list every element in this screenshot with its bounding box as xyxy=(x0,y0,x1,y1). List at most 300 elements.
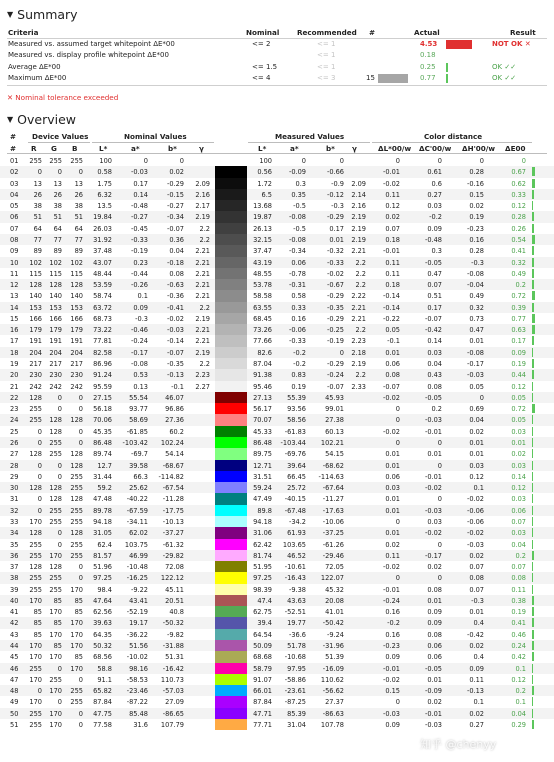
table-row xyxy=(0,414,554,425)
cell-dE: 0.09 xyxy=(511,348,526,357)
cell-ma: 25.72 xyxy=(287,484,306,493)
cell-ma: 0.58 xyxy=(291,292,306,301)
cell-num: 36 xyxy=(10,551,19,560)
color-swatch xyxy=(215,166,247,177)
color-swatch xyxy=(215,313,247,324)
color-swatch xyxy=(215,550,247,561)
cell-dE: 0.29 xyxy=(511,721,526,729)
cell-b: 27.36 xyxy=(165,416,184,425)
cell-dH: 0.15 xyxy=(469,190,484,199)
table-row xyxy=(0,290,554,301)
cell-num: 05 xyxy=(10,202,19,211)
cell-dL: -0.02 xyxy=(382,427,400,436)
cell-dE: 0.26 xyxy=(511,224,526,233)
cell-B: 242 xyxy=(70,382,83,391)
cell-num: 23 xyxy=(10,405,19,414)
cell-ma: 93.56 xyxy=(287,405,306,414)
cell-b: -10.13 xyxy=(162,517,184,526)
cell-mgamma: 2.2 xyxy=(355,269,366,278)
cell-mL: 58.79 xyxy=(253,664,272,673)
cell-L: 12.7 xyxy=(97,461,112,470)
cell-dL: 0 xyxy=(395,157,400,165)
delta-e-bar xyxy=(532,179,535,188)
cell-R: 85 xyxy=(33,608,42,617)
cell-mL: 97.25 xyxy=(253,574,272,583)
cell-B: 0 xyxy=(78,675,83,684)
cell-L: 19.84 xyxy=(93,213,112,222)
cell-dL: 0 xyxy=(395,517,400,526)
cell-b: -16.42 xyxy=(162,664,184,673)
color-swatch xyxy=(215,200,247,211)
cell-R: 170 xyxy=(29,653,42,662)
delta-e-bar xyxy=(532,596,534,605)
cell-dH: 0.1 xyxy=(473,698,484,707)
cell-a: -16.25 xyxy=(126,574,148,583)
cell-B: 230 xyxy=(70,371,83,380)
cell-dE: 0.2 xyxy=(515,551,526,560)
cell-B: 0 xyxy=(78,405,83,414)
cell-a: 19.17 xyxy=(129,619,148,628)
cell-R: 128 xyxy=(29,393,42,402)
col-head-gamma: γ xyxy=(199,144,204,153)
cell-B: 0 xyxy=(78,393,83,402)
cell-dH: 0.02 xyxy=(469,427,484,436)
cell-dL: -0.22 xyxy=(382,314,400,323)
cell-dC: 0.09 xyxy=(427,224,442,233)
cell-ma: -9.38 xyxy=(288,585,306,594)
cell-dE: 0.19 xyxy=(511,360,526,369)
table-row xyxy=(0,155,554,166)
cell-num: 35 xyxy=(10,540,19,549)
table-row xyxy=(0,663,554,674)
cell-mL: 32.15 xyxy=(253,235,272,244)
cell-num: 19 xyxy=(10,360,19,369)
cell-L: 50.32 xyxy=(93,642,112,651)
cell-a: -61.85 xyxy=(126,427,148,436)
cell-mb: 45.32 xyxy=(325,585,344,594)
cell-dL: 0.01 xyxy=(385,506,400,515)
cell-B: 204 xyxy=(70,348,83,357)
cell-R: 153 xyxy=(29,303,42,312)
cell-num: 10 xyxy=(10,258,19,267)
cell-ma: -58.86 xyxy=(284,675,306,684)
cell-L: 82.58 xyxy=(93,348,112,357)
cell-B: 64 xyxy=(74,224,83,233)
cell-ma: -0.78 xyxy=(288,269,306,278)
cell-dL: 0.02 xyxy=(385,213,400,222)
cell-num: 09 xyxy=(10,247,19,256)
cell-B: 170 xyxy=(70,585,83,594)
collapse-triangle-icon[interactable]: ▼ xyxy=(7,115,14,124)
summary-row xyxy=(0,62,554,73)
cell-G: 85 xyxy=(53,642,62,651)
cell-mb: -0.25 xyxy=(326,326,344,335)
cell-ma: -10.61 xyxy=(284,563,306,572)
cell-G: 230 xyxy=(49,371,62,380)
cell-num: 14 xyxy=(10,303,19,312)
table-row xyxy=(0,685,554,696)
cell-B: 0 xyxy=(78,574,83,583)
color-swatch xyxy=(215,696,247,707)
color-swatch xyxy=(215,505,247,516)
cell-dC: -0.01 xyxy=(424,427,442,436)
cell-dE: 0.01 xyxy=(511,439,526,447)
cell-G: 51 xyxy=(53,213,62,222)
cell-dL: 0 xyxy=(395,405,400,414)
cell-B: 255 xyxy=(70,687,83,696)
cell-a: -103.42 xyxy=(122,439,148,447)
color-swatch xyxy=(215,426,247,437)
cell-b: -61.32 xyxy=(162,540,184,549)
cell-B: 51 xyxy=(74,213,83,222)
col-head-dL: ΔL*00/w xyxy=(378,144,412,153)
cell-ma: 31.04 xyxy=(287,721,306,729)
cell-a: 66.3 xyxy=(133,472,148,481)
group-nominal-values: Nominal Values xyxy=(124,132,187,141)
cell-B: 77 xyxy=(74,235,83,244)
cell-mb: 27.37 xyxy=(325,698,344,707)
cell-mb: -0.32 xyxy=(326,247,344,256)
summary-row xyxy=(0,50,554,61)
cell-G: 255 xyxy=(49,157,62,165)
cell-mb: 102.21 xyxy=(320,439,344,447)
cell-dC: 0.06 xyxy=(427,653,442,662)
summary-result-bar xyxy=(446,74,448,83)
delta-e-bar xyxy=(532,506,533,515)
cell-ma: -0.09 xyxy=(288,168,306,177)
cell-b: 51.31 xyxy=(165,653,184,662)
cell-ma: 19.77 xyxy=(287,619,306,628)
cell-gamma: 2.21 xyxy=(195,292,210,301)
cell-b: 0.04 xyxy=(169,247,184,256)
cell-dL: -0.02 xyxy=(382,179,400,188)
cell-dH: -0.3 xyxy=(471,258,484,267)
cell-ma: 0.35 xyxy=(291,190,306,199)
cell-dH: -0.02 xyxy=(466,495,484,504)
cell-dL: 0 xyxy=(395,416,400,425)
cell-a: -0.03 xyxy=(130,168,148,177)
device-group-line xyxy=(28,142,90,143)
cell-R: 0 xyxy=(37,506,42,515)
cell-a: 31.6 xyxy=(133,721,148,729)
cell-dL: 0.11 xyxy=(385,190,400,199)
cell-a: -52.19 xyxy=(126,608,148,617)
cell-B: 255 xyxy=(70,472,83,481)
cell-dH: -0.06 xyxy=(466,506,484,515)
cell-mb: -37.25 xyxy=(322,529,344,538)
cell-mb: 0.17 xyxy=(329,224,344,233)
color-swatch xyxy=(215,606,247,617)
cell-dH: 0.04 xyxy=(469,416,484,425)
cell-dH: -0.06 xyxy=(466,517,484,526)
cell-ma: -0.2 xyxy=(293,348,306,357)
overview-title[interactable]: ▼ Overview xyxy=(7,112,77,127)
cell-a: 85.48 xyxy=(129,709,148,718)
cell-B: 166 xyxy=(70,314,83,323)
cell-a: -0.3 xyxy=(135,314,148,323)
cell-dC: 0.27 xyxy=(427,190,442,199)
cell-B: 255 xyxy=(70,540,83,549)
cell-R: 77 xyxy=(33,235,42,244)
cell-mb: -0.35 xyxy=(326,303,344,312)
col-hash: # xyxy=(369,28,376,37)
cell-R: 170 xyxy=(29,596,42,605)
cell-a: -0.27 xyxy=(130,213,148,222)
cell-a: 0 xyxy=(143,157,148,165)
cell-mL: 89.75 xyxy=(253,450,272,459)
cell-dC: -0.05 xyxy=(424,664,442,673)
cell-dC: 0.06 xyxy=(427,642,442,651)
cell-mb: -10.06 xyxy=(322,517,344,526)
cell-L: 43.07 xyxy=(93,258,112,267)
cell-num: 26 xyxy=(10,439,19,447)
cell-L: 37.48 xyxy=(93,247,112,256)
col-head-mL: L* xyxy=(258,144,267,153)
cell-dC: 0 xyxy=(437,439,442,447)
cell-dH: 0.01 xyxy=(469,337,484,346)
cell-mb: -9.24 xyxy=(326,630,344,639)
cell-mL: 53.78 xyxy=(253,281,272,290)
table-row xyxy=(0,527,554,538)
cell-L: 27.15 xyxy=(93,393,112,402)
table-row xyxy=(0,493,554,504)
cell-num: 25 xyxy=(10,427,19,436)
cell-R: 255 xyxy=(29,416,42,425)
cell-num: 07 xyxy=(10,224,19,233)
summary-criteria: Maximum ΔE*00 xyxy=(8,74,67,83)
cell-dC: 0 xyxy=(437,574,442,583)
cell-R: 128 xyxy=(29,563,42,572)
cell-R: 170 xyxy=(29,698,42,707)
col-head-ma: a* xyxy=(290,144,299,153)
cell-G: 170 xyxy=(49,721,62,729)
cell-dC: 0.14 xyxy=(427,337,442,346)
cell-dH: 0.28 xyxy=(469,168,484,177)
cell-dH: -0.04 xyxy=(466,281,484,290)
cell-dH: -0.23 xyxy=(466,224,484,233)
cell-ma: 0.16 xyxy=(291,314,306,323)
cell-dE: 0 xyxy=(521,157,526,165)
color-swatch xyxy=(215,482,247,493)
cell-dL: -0.01 xyxy=(382,168,400,177)
delta-e-bar xyxy=(532,190,534,199)
cell-dL: 0.15 xyxy=(385,687,400,696)
color-swatch xyxy=(215,674,247,685)
cell-dH: 0.03 xyxy=(469,461,484,470)
cell-num: 08 xyxy=(10,235,19,244)
cell-mb: 27.38 xyxy=(325,416,344,425)
cell-dH: 0.07 xyxy=(469,563,484,572)
cell-mL: 64.54 xyxy=(253,630,272,639)
cell-dC: -0.48 xyxy=(424,235,442,244)
cell-dL: 0.18 xyxy=(385,235,400,244)
delta-e-bar xyxy=(532,573,533,582)
color-swatch xyxy=(215,268,247,279)
cell-b: -31.88 xyxy=(162,642,184,651)
cell-R: 166 xyxy=(29,314,42,323)
cell-B: 128 xyxy=(70,281,83,290)
delta-e-bar xyxy=(532,528,533,537)
cell-mL: 58.58 xyxy=(253,292,272,301)
color-swatch xyxy=(215,245,247,256)
cell-R: 255 xyxy=(29,540,42,549)
cell-dE: 0.1 xyxy=(515,698,526,707)
collapse-triangle-icon[interactable]: ▼ xyxy=(7,10,14,19)
color-swatch xyxy=(215,223,247,234)
cell-mb: -50.42 xyxy=(322,619,344,628)
cell-G: 128 xyxy=(49,563,62,572)
cell-ma: 0.83 xyxy=(291,371,306,380)
cell-G: 0 xyxy=(57,461,62,470)
cell-num: 44 xyxy=(10,642,19,651)
cell-b: 40.8 xyxy=(169,608,184,617)
cell-R: 179 xyxy=(29,326,42,335)
cell-R: 115 xyxy=(29,269,42,278)
cell-b: 72.08 xyxy=(165,563,184,572)
color-swatch xyxy=(215,448,247,459)
cell-gamma: 2.21 xyxy=(195,258,210,267)
cell-dC: 0.01 xyxy=(427,596,442,605)
cell-G: 38 xyxy=(53,202,62,211)
distance-group-line xyxy=(372,142,532,143)
summary-result: OK ✓✓ xyxy=(492,74,517,83)
cell-G: 170 xyxy=(49,608,62,617)
cell-b: 102.24 xyxy=(160,439,184,447)
table-row xyxy=(0,448,554,459)
cell-ma: 51.78 xyxy=(287,642,306,651)
table-row xyxy=(0,460,554,471)
cell-dC: -0.03 xyxy=(424,506,442,515)
col-actual: Actual xyxy=(414,28,440,37)
cell-L: 0.58 xyxy=(97,168,112,177)
cell-dE: 0.2 xyxy=(515,281,526,290)
cell-L: 39.63 xyxy=(93,619,112,628)
cell-b: -68.67 xyxy=(162,461,184,470)
cell-dC: 0.43 xyxy=(427,371,442,380)
cell-mL: 59.24 xyxy=(253,484,272,493)
color-swatch xyxy=(215,155,247,166)
cell-num: 02 xyxy=(10,168,19,177)
cell-a: 93.77 xyxy=(129,405,148,414)
cell-L: 91.1 xyxy=(97,675,112,684)
cell-B: 170 xyxy=(70,664,83,673)
cell-dL: 0 xyxy=(395,698,400,707)
cell-dC: -0.02 xyxy=(424,529,442,538)
table-row xyxy=(0,358,554,369)
cell-mL: 6.5 xyxy=(261,190,272,199)
cell-R: 0 xyxy=(37,439,42,447)
cell-B: 255 xyxy=(70,484,83,493)
cell-R: 170 xyxy=(29,642,42,651)
cell-dH: 0.02 xyxy=(469,202,484,211)
cell-num: 15 xyxy=(10,314,19,323)
col-head-b: b* xyxy=(168,144,177,153)
col-head-L: L* xyxy=(99,144,108,153)
cell-b: -29.82 xyxy=(162,551,184,560)
cell-G: 255 xyxy=(49,574,62,583)
summary-title[interactable]: ▼ Summary xyxy=(7,7,78,22)
cell-dH: 0.19 xyxy=(469,213,484,222)
cell-a: 0.1 xyxy=(137,292,148,301)
cell-dE: 0.03 xyxy=(511,495,526,504)
cell-mgamma: 2.19 xyxy=(351,224,366,233)
cell-L: 59.2 xyxy=(97,484,112,493)
cell-dL: 0.09 xyxy=(385,653,400,662)
cell-gamma: 2.2 xyxy=(199,360,210,369)
cell-b: -0.63 xyxy=(166,281,184,290)
cell-num: 47 xyxy=(10,675,19,684)
table-row xyxy=(0,200,554,211)
cell-R: 26 xyxy=(33,190,42,199)
cell-dE: 0.54 xyxy=(511,235,526,244)
cell-a: -0.45 xyxy=(130,224,148,233)
summary-result: NOT OK ✕ xyxy=(492,40,531,48)
delta-e-bar xyxy=(532,562,533,571)
cell-L: 65.82 xyxy=(93,687,112,696)
cell-b: -17.75 xyxy=(162,506,184,515)
color-swatch xyxy=(215,629,247,640)
cell-dC: -0.42 xyxy=(424,326,442,335)
cell-mb: 0 xyxy=(339,157,344,165)
table-row xyxy=(0,257,554,268)
cell-dC: -0.09 xyxy=(424,687,442,696)
summary-nominal: <= 1.5 xyxy=(252,62,278,71)
delta-e-bar xyxy=(532,212,534,221)
cell-mL: 91.38 xyxy=(253,371,272,380)
delta-e-bar xyxy=(532,246,534,255)
cell-dE: 0.44 xyxy=(511,371,526,380)
cell-R: 170 xyxy=(29,675,42,684)
cell-G: 13 xyxy=(53,179,62,188)
cell-mb: -0.9 xyxy=(331,179,344,188)
cell-L: 86.96 xyxy=(93,360,112,369)
cell-dE: 0.77 xyxy=(511,314,526,323)
cell-mL: 47.71 xyxy=(253,709,272,718)
col-criteria: Criteria xyxy=(8,28,39,37)
cell-gamma: 2.21 xyxy=(195,337,210,346)
cell-G: 140 xyxy=(49,292,62,301)
color-swatch xyxy=(215,189,247,200)
summary-actual: 0.77 xyxy=(420,74,436,83)
cell-B: 170 xyxy=(70,630,83,639)
cell-ma: 0 xyxy=(301,157,306,165)
cell-ma: 43.63 xyxy=(287,596,306,605)
cell-dL: 0.11 xyxy=(385,269,400,278)
cell-num: 46 xyxy=(10,664,19,673)
cell-b: 122.12 xyxy=(160,574,184,583)
cell-mL: 62.75 xyxy=(253,608,272,617)
cell-num: 21 xyxy=(10,382,19,391)
cell-gamma: 2.2 xyxy=(199,235,210,244)
table-row xyxy=(0,617,554,628)
cell-G: 204 xyxy=(49,348,62,357)
table-row xyxy=(0,335,554,346)
cell-dL: 0.03 xyxy=(385,484,400,493)
cell-num: 48 xyxy=(10,687,19,696)
summary-actual: 0.18 xyxy=(420,51,436,60)
color-swatch xyxy=(215,211,247,222)
cell-a: 55.54 xyxy=(129,393,148,402)
cell-dC: 0.03 xyxy=(427,348,442,357)
cell-b: -0.03 xyxy=(166,326,184,335)
cell-b: 0.08 xyxy=(169,269,184,278)
cell-num: 12 xyxy=(10,281,19,290)
cell-mL: 77.71 xyxy=(253,721,272,729)
cell-G: 0 xyxy=(57,698,62,707)
cell-G: 170 xyxy=(49,709,62,718)
cell-mL: 47.4 xyxy=(257,596,272,605)
cell-b: 54.14 xyxy=(165,450,184,459)
